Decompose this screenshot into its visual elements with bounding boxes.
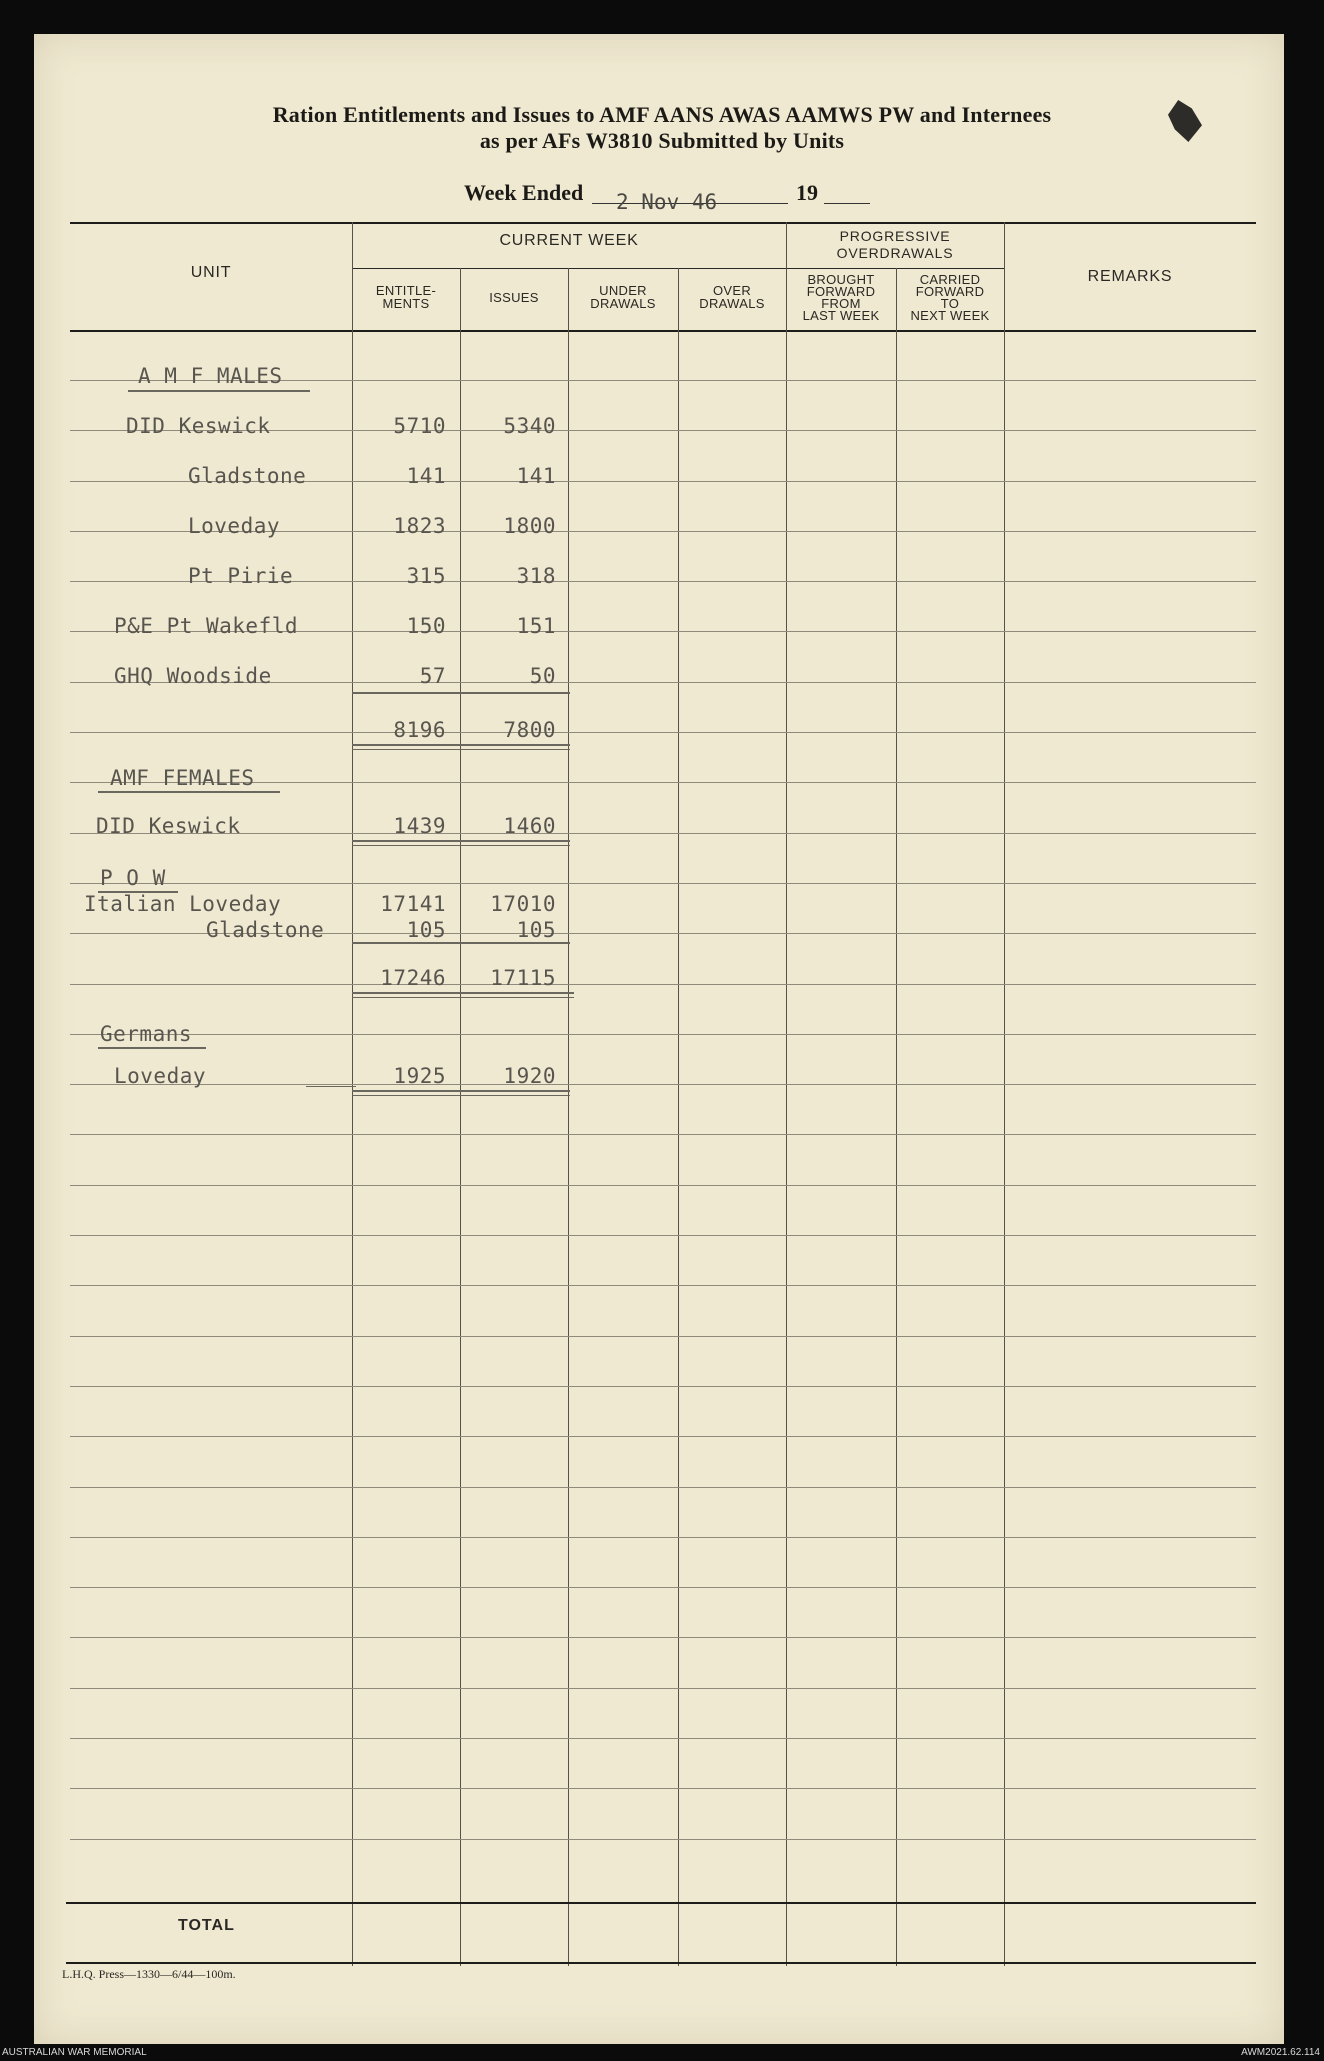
double-underline-females-1 [352, 840, 570, 842]
total-bottom-rule [66, 1962, 1256, 1964]
underline-pow-subtotal [352, 942, 570, 944]
ruled-line [70, 1235, 1256, 1236]
under-drawals-header: UNDER DRAWALS [590, 283, 656, 311]
header-bottom-rule [70, 330, 1256, 332]
archive-footer [0, 2044, 1324, 2061]
ruled-line [70, 1487, 1256, 1488]
underline-amf-females [98, 791, 280, 793]
ruled-line [70, 1587, 1256, 1588]
form-subtitle: as per AFs W3810 Submitted by Units [479, 128, 845, 153]
row-ent-pt-pirie: 315 [406, 564, 446, 588]
ruled-line [70, 1738, 1256, 1739]
week-year-line [824, 203, 870, 204]
carried-forward-header: CARRIED FORWARD TO NEXT WEEK [910, 272, 990, 323]
double-underline-pow-2 [352, 997, 574, 998]
row-iss-italian-gladstone: 105 [516, 918, 556, 942]
row-iss-pe-pt-wakefld: 151 [516, 614, 556, 638]
ruled-line [70, 1134, 1256, 1135]
remarks-header: REMARKS [1087, 268, 1173, 285]
brought-forward-header: BROUGHT FORWARD FROM LAST WEEK [802, 272, 880, 323]
double-underline-females-2 [352, 845, 570, 846]
ruled-line [70, 1537, 1256, 1538]
row-ent-ghq-woodside: 57 [419, 664, 446, 688]
underline-males-subtotal [352, 692, 570, 694]
row-ent-germans-loveday: 1925 [393, 1064, 446, 1088]
col-line-over [678, 268, 679, 1919]
ruled-line [70, 1185, 1256, 1186]
form-title: Ration Entitlements and Issues to AMF AANS AWAS AAMWS PW and Internees [272, 102, 1052, 127]
ruled-line [70, 1839, 1256, 1840]
press-note: L.H.Q. Press—1330—6/44—100m. [62, 1967, 236, 1981]
footer-accession: AWM2021.62.114 [1241, 2047, 1320, 2058]
total-col-line-2 [460, 1902, 461, 1966]
ruled-line [70, 1637, 1256, 1638]
row-ent-did-keswick: 5710 [393, 414, 446, 438]
section-germans: Germans [100, 1022, 193, 1046]
ruled-line [70, 1436, 1256, 1437]
double-underline-males-2 [352, 749, 570, 750]
row-iss-did-keswick: 5340 [503, 414, 556, 438]
row-iss-gladstone: 141 [516, 464, 556, 488]
row-unit-females-did-keswick: DID Keswick [96, 814, 241, 838]
row-unit-germans-loveday: Loveday [114, 1064, 207, 1088]
issues-header: ISSUES [489, 290, 539, 305]
ruled-line [70, 1084, 1256, 1085]
ruled-line [70, 1788, 1256, 1789]
row-ent-loveday: 1823 [393, 514, 446, 538]
row-ent-pe-pt-wakefld: 150 [406, 614, 446, 638]
row-ent-italian-loveday: 17141 [380, 892, 446, 916]
double-underline-pow-1 [352, 992, 574, 994]
week-ended-label: Week Ended [464, 180, 584, 205]
row-unit-italian-gladstone: Gladstone [206, 918, 325, 942]
total-col-line-5 [786, 1902, 787, 1966]
progressive-divider [786, 268, 1004, 269]
underline-amf-males [128, 390, 310, 392]
progressive-overdrawals-header: PROGRESSIVE OVERDRAWALS [836, 228, 954, 261]
total-col-line-4 [678, 1902, 679, 1966]
germans-leader-line [306, 1086, 356, 1087]
row-iss-ghq-woodside: 50 [529, 664, 556, 688]
total-label: TOTAL [178, 1917, 235, 1934]
total-col-line-7 [1004, 1902, 1005, 1966]
ruled-line [70, 732, 1256, 733]
col-line-brought [786, 222, 787, 1919]
section-pow: P O W [100, 866, 166, 890]
ruled-line [70, 833, 1256, 834]
section-amf-males: A M F MALES [138, 364, 283, 388]
current-week-header: CURRENT WEEK [499, 232, 639, 249]
col-line-under [568, 268, 569, 1919]
ruled-line [70, 1386, 1256, 1387]
ruled-line [70, 984, 1256, 985]
row-iss-males-subtotal: 7800 [503, 718, 556, 742]
entitlements-header: ENTITLE- MENTS [375, 283, 437, 311]
col-line-remarks [1004, 222, 1005, 1919]
row-unit-loveday: Loveday [188, 514, 281, 538]
row-iss-pow-subtotal: 17115 [490, 966, 556, 990]
row-ent-italian-gladstone: 105 [406, 918, 446, 942]
ruled-line [70, 1034, 1256, 1035]
ruled-line [70, 883, 1256, 884]
unit-header: UNIT [190, 264, 232, 281]
ruled-line [70, 1336, 1256, 1337]
double-underline-germans-1 [352, 1090, 570, 1092]
ruled-line [70, 1285, 1256, 1286]
row-ent-females-did-keswick: 1439 [393, 814, 446, 838]
total-top-rule [66, 1902, 1256, 1904]
col-line-carried [896, 268, 897, 1919]
total-col-line-6 [896, 1902, 897, 1966]
ruled-line [70, 1688, 1256, 1689]
underline-germans [98, 1047, 206, 1049]
week-ended-value: 2 Nov 46 [616, 190, 718, 214]
row-iss-italian-loveday: 17010 [490, 892, 556, 916]
footer-credit: AUSTRALIAN WAR MEMORIAL [2, 2047, 147, 2058]
header-top-rule [70, 222, 1256, 224]
total-col-line-1 [352, 1902, 353, 1966]
row-ent-pow-subtotal: 17246 [380, 966, 446, 990]
week-year-prefix: 19 [796, 180, 818, 205]
row-unit-ghq-woodside: GHQ Woodside [114, 664, 272, 688]
row-unit-italian-loveday: Italian Loveday [84, 892, 282, 916]
row-unit-pe-pt-wakefld: P&E Pt Wakefld [114, 614, 299, 638]
section-amf-females: AMF FEMALES [110, 766, 255, 790]
row-unit-gladstone: Gladstone [188, 464, 307, 488]
double-underline-males-1 [352, 744, 570, 746]
row-iss-loveday: 1800 [503, 514, 556, 538]
form-sheet [34, 34, 1284, 2044]
row-ent-gladstone: 141 [406, 464, 446, 488]
row-ent-males-subtotal: 8196 [393, 718, 446, 742]
total-col-line-3 [568, 1902, 569, 1966]
row-unit-pt-pirie: Pt Pirie [188, 564, 294, 588]
over-drawals-header: OVER DRAWALS [699, 283, 765, 311]
row-iss-germans-loveday: 1920 [503, 1064, 556, 1088]
current-week-divider [352, 268, 786, 269]
double-underline-germans-2 [352, 1095, 570, 1096]
row-iss-pt-pirie: 318 [516, 564, 556, 588]
row-iss-females-did-keswick: 1460 [503, 814, 556, 838]
row-unit-did-keswick: DID Keswick [126, 414, 271, 438]
